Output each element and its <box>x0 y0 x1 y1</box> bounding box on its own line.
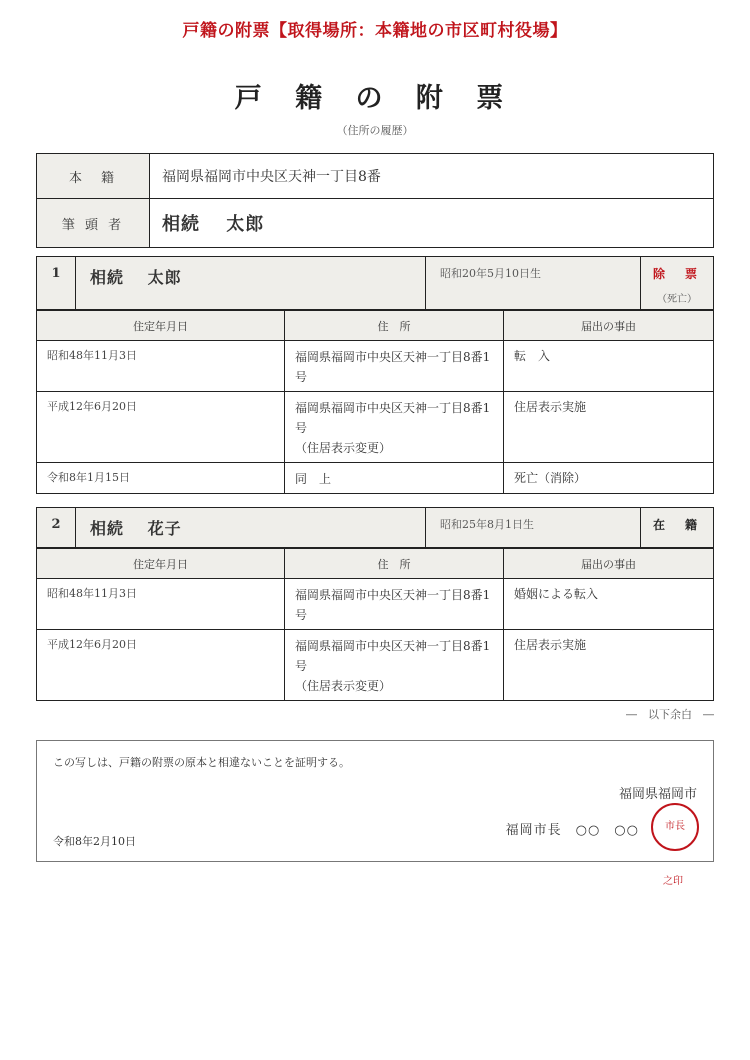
person-header <box>36 507 714 548</box>
seal-note: 之印 <box>663 876 683 887</box>
row-date: 昭和48年11月3日 <box>37 341 285 392</box>
person-number: 2 <box>37 508 76 548</box>
address-history-table <box>36 548 714 701</box>
status-note: （死亡） <box>657 294 697 305</box>
row-address: 福岡県福岡市中央区天神一丁目8番1号 <box>295 401 491 435</box>
row-address-note: （住居表示変更） <box>295 679 392 693</box>
row-address: 福岡県福岡市中央区天神一丁目8番1号 <box>295 639 491 673</box>
person-status <box>641 508 714 548</box>
row-date: 平成12年6月20日 <box>37 630 285 701</box>
table-row <box>37 630 714 701</box>
certification-text: この写しは、戸籍の附票の原本と相違ないことを証明する。 <box>53 756 350 769</box>
document-title: 戸 籍 の 附 票 <box>234 83 516 114</box>
row-address-cell <box>285 392 504 463</box>
person-block-2 <box>36 507 714 701</box>
certification-box <box>36 740 714 862</box>
person-name: 相続 太郎 <box>76 257 426 310</box>
address-history-table <box>36 310 714 494</box>
official-seal-icon: 市長 <box>651 803 699 851</box>
column-header-date: 住定年月日 <box>37 311 285 341</box>
row-address-cell <box>285 630 504 701</box>
end-of-records-note: ― 以下余白 ― <box>626 708 714 721</box>
person-block-1 <box>36 256 714 494</box>
row-reason: 婚姻による転入 <box>504 579 714 630</box>
row-reason: 死亡（消除） <box>504 463 714 494</box>
registered-domicile-value: 福岡県福岡市中央区天神一丁目8番 <box>150 154 714 199</box>
column-header-address: 住 所 <box>285 311 504 341</box>
column-header-reason: 届出の事由 <box>504 549 714 579</box>
row-address: 福岡県福岡市中央区天神一丁目8番1号 <box>285 341 504 392</box>
person-number: 1 <box>37 257 76 310</box>
row-reason: 住居表示実施 <box>504 630 714 701</box>
head-of-household-value: 相続 太郎 <box>150 199 714 248</box>
row-address-note: （住居表示変更） <box>295 441 392 455</box>
honseki-table <box>36 153 714 248</box>
person-status <box>641 257 714 310</box>
column-header-address: 住 所 <box>285 549 504 579</box>
table-row <box>37 392 714 463</box>
page-banner: 戸籍の附票【取得場所：本籍地の市区町村役場】 <box>182 21 568 41</box>
person-name: 相続 花子 <box>76 508 426 548</box>
row-reason: 転 入 <box>504 341 714 392</box>
head-of-household-label: 筆 頭 者 <box>37 199 150 248</box>
person-birth-date: 昭和20年5月10日生 <box>426 257 641 310</box>
table-row <box>37 579 714 630</box>
person-header <box>36 256 714 310</box>
row-date: 令和8年1月15日 <box>37 463 285 494</box>
person-birth-date: 昭和25年8月1日生 <box>426 508 641 548</box>
row-address: 同 上 <box>285 463 504 494</box>
status-label: 除 票 <box>652 267 701 281</box>
column-header-date: 住定年月日 <box>37 549 285 579</box>
table-row <box>37 463 714 494</box>
mayor-name: 福岡市長 ○○ ○○ <box>505 823 639 838</box>
column-header-reason: 届出の事由 <box>504 311 714 341</box>
table-row <box>37 341 714 392</box>
registered-domicile-label: 本 籍 <box>37 154 150 199</box>
row-date: 昭和48年11月3日 <box>37 579 285 630</box>
row-address: 福岡県福岡市中央区天神一丁目8番1号 <box>285 579 504 630</box>
status-label: 在 籍 <box>652 518 701 532</box>
row-date: 平成12年6月20日 <box>37 392 285 463</box>
document-subtitle: （住所の履歴） <box>336 124 414 137</box>
row-reason: 住居表示実施 <box>504 392 714 463</box>
issuing-city: 福岡県福岡市 <box>618 787 697 802</box>
certification-date: 令和8年2月10日 <box>53 835 136 848</box>
